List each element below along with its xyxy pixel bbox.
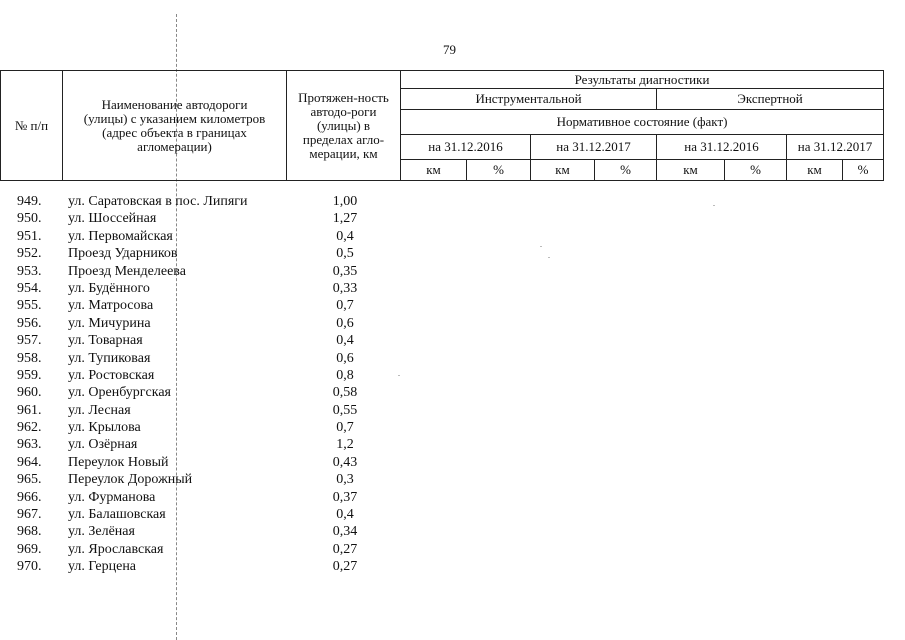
road-length: 1,00 bbox=[332, 194, 358, 209]
road-name: Проезд Менделеева bbox=[68, 263, 186, 279]
row-number: 963. bbox=[17, 437, 42, 453]
header-date: на 31.12.2016 bbox=[401, 135, 531, 160]
road-length: 0,4 bbox=[336, 333, 354, 349]
road-name: ул. Ростовская bbox=[68, 367, 155, 383]
road-length: 1,27 bbox=[332, 211, 358, 227]
row-number: 962. bbox=[17, 420, 42, 436]
road-name: ул. Мичурина bbox=[68, 315, 151, 331]
table-row bbox=[0, 280, 400, 297]
road-length: 0,35 bbox=[332, 263, 358, 279]
table-row bbox=[0, 367, 400, 384]
scan-speck bbox=[548, 257, 550, 258]
row-number: 952. bbox=[17, 246, 42, 262]
table-row bbox=[0, 228, 400, 245]
table-row bbox=[0, 384, 400, 401]
road-length: 0,6 bbox=[336, 315, 354, 331]
row-number: 957. bbox=[17, 333, 42, 349]
table-row bbox=[0, 332, 400, 349]
table-row bbox=[0, 245, 400, 262]
header-date: на 31.12.2016 bbox=[657, 135, 787, 160]
header-date: на 31.12.2017 bbox=[787, 135, 884, 160]
road-name: ул. Тупиковая bbox=[68, 350, 151, 366]
row-number: 950. bbox=[17, 211, 42, 227]
road-name: ул. Балашовская bbox=[68, 507, 166, 523]
header-col-name: Наименование автодороги (улицы) с указанием километров (адрес объекта в границах агломерации) bbox=[63, 71, 287, 181]
row-number: 967. bbox=[17, 507, 42, 523]
row-number: 954. bbox=[17, 280, 42, 296]
table-row bbox=[0, 541, 400, 558]
scan-speck bbox=[540, 246, 542, 247]
table-row bbox=[0, 315, 400, 332]
row-number: 964. bbox=[17, 454, 42, 470]
header-diag-results: Результаты диагностики bbox=[401, 71, 884, 89]
row-number: 970. bbox=[17, 559, 42, 575]
row-number: 965. bbox=[17, 472, 42, 488]
page-number: 79 bbox=[443, 42, 456, 57]
table-body bbox=[0, 193, 400, 576]
road-name: ул. Крылова bbox=[68, 420, 141, 436]
table-row bbox=[0, 523, 400, 540]
road-name: ул. Товарная bbox=[68, 333, 143, 349]
road-name: ул. Зелёная bbox=[68, 524, 135, 540]
row-number: 956. bbox=[17, 315, 42, 331]
header-normative-state: Нормативное состояние (факт) bbox=[401, 110, 884, 135]
header-unit: км bbox=[531, 160, 595, 181]
row-number: 953. bbox=[17, 263, 42, 279]
road-length: 0,4 bbox=[336, 507, 354, 523]
table-row bbox=[0, 263, 400, 280]
road-name: ул. Фурманова bbox=[68, 489, 156, 505]
road-length: 0,27 bbox=[332, 541, 358, 557]
table-row bbox=[0, 558, 400, 575]
road-length: 0,7 bbox=[336, 420, 354, 436]
table-row bbox=[0, 402, 400, 419]
road-length: 0,8 bbox=[336, 367, 354, 383]
road-length: 0,58 bbox=[332, 385, 358, 401]
road-length: 0,6 bbox=[336, 350, 354, 366]
road-length: 1,2 bbox=[336, 437, 354, 453]
row-number: 949. bbox=[17, 194, 42, 209]
table-row bbox=[0, 454, 400, 471]
header-table bbox=[0, 70, 884, 181]
road-name: ул. Будённого bbox=[68, 280, 150, 296]
road-length: 0,34 bbox=[332, 524, 358, 540]
header-col-length: Протяжен-ность автодо-роги (улицы) в пределах агло-мерации, км bbox=[287, 71, 401, 181]
road-length: 0,3 bbox=[336, 472, 354, 488]
row-number: 951. bbox=[17, 228, 42, 244]
row-number: 960. bbox=[17, 385, 42, 401]
table-row bbox=[0, 489, 400, 506]
header-unit: % bbox=[595, 160, 657, 181]
road-name: ул. Первомайская bbox=[68, 228, 173, 244]
table-row bbox=[0, 210, 400, 227]
header-date: на 31.12.2017 bbox=[531, 135, 657, 160]
road-length: 0,43 bbox=[332, 454, 358, 470]
table-row bbox=[0, 436, 400, 453]
table-row bbox=[0, 297, 400, 314]
road-name: ул. Ярославская bbox=[68, 541, 164, 557]
road-name: Переулок Новый bbox=[68, 454, 169, 470]
header-unit: км bbox=[787, 160, 843, 181]
header-instrumental: Инструментальной bbox=[401, 89, 657, 110]
header-unit: % bbox=[843, 160, 884, 181]
header-unit: км bbox=[401, 160, 467, 181]
road-name: Проезд Ударников bbox=[68, 246, 178, 262]
road-name: ул. Герцена bbox=[68, 559, 137, 575]
row-number: 961. bbox=[17, 402, 42, 418]
header-col-num: № п/п bbox=[1, 71, 63, 181]
table-row bbox=[0, 471, 400, 488]
road-name: ул. Лесная bbox=[68, 402, 131, 418]
scan-speck bbox=[713, 205, 715, 206]
road-name: Переулок Дорожный bbox=[68, 472, 193, 488]
header-unit: % bbox=[725, 160, 787, 181]
header-unit: км bbox=[657, 160, 725, 181]
row-number: 958. bbox=[17, 350, 42, 366]
road-length: 0,5 bbox=[336, 246, 354, 262]
scan-speck bbox=[398, 375, 400, 376]
road-length: 0,27 bbox=[332, 559, 358, 575]
table-row bbox=[0, 193, 400, 210]
table-row bbox=[0, 350, 400, 367]
table-row bbox=[0, 506, 400, 523]
road-name: ул. Саратовская в пос. Липяги bbox=[68, 194, 248, 209]
row-number: 968. bbox=[17, 524, 42, 540]
road-name: ул. Шоссейная bbox=[68, 211, 157, 227]
road-length: 0,33 bbox=[332, 280, 358, 296]
road-name: ул. Матросова bbox=[68, 298, 154, 314]
row-number: 959. bbox=[17, 367, 42, 383]
road-length: 0,37 bbox=[332, 489, 358, 505]
road-name: ул. Озёрная bbox=[68, 437, 138, 453]
road-length: 0,55 bbox=[332, 402, 358, 418]
row-number: 969. bbox=[17, 541, 42, 557]
table-row bbox=[0, 419, 400, 436]
road-length: 0,7 bbox=[336, 298, 354, 314]
row-number: 955. bbox=[17, 298, 42, 314]
road-length: 0,4 bbox=[336, 228, 354, 244]
header-expert: Экспертной bbox=[657, 89, 884, 110]
row-number: 966. bbox=[17, 489, 42, 505]
header-unit: % bbox=[467, 160, 531, 181]
road-name: ул. Оренбургская bbox=[68, 385, 171, 401]
